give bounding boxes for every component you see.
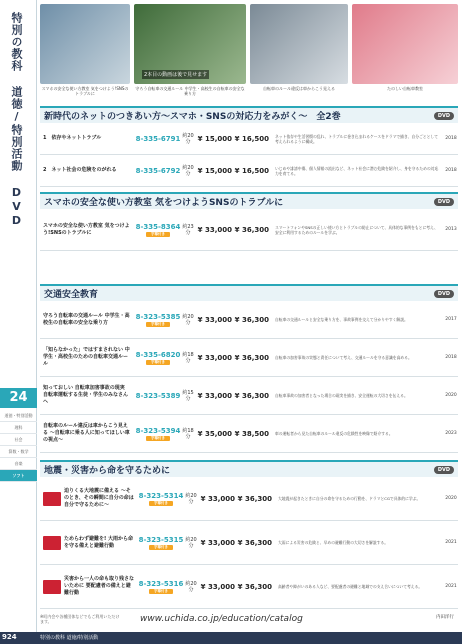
item-price: ¥ 33,000	[197, 315, 232, 324]
section-internet	[40, 106, 458, 187]
item-code[interactable]: 8-335-8364 字幕付き	[135, 222, 181, 236]
item-description: ネット依存や生活習慣の乱れ、トラブルに巻き込まれるケースをドラマで描き、自分ごととして考えられるように構成。	[275, 133, 438, 144]
item-title: 2 ネット社会の危険をのがれる	[43, 167, 117, 173]
table-row[interactable]	[40, 565, 458, 609]
item-year: 2018	[445, 168, 457, 173]
subtitle-tag: 字幕付き	[146, 360, 170, 365]
item-price-tax: ¥ 16,500	[234, 134, 269, 143]
item-price-tax: ¥ 36,300	[237, 582, 272, 591]
item-year: 2023	[445, 431, 457, 436]
dvd-badge: DVD	[434, 466, 454, 474]
photo-bike-class	[352, 4, 458, 84]
item-price-tax: ¥ 36,300	[234, 391, 269, 400]
item-description: 車の運転者から見た自転車のルール違反の危険性を映像で紹介する。	[275, 431, 393, 436]
item-code[interactable]: 8-323-5394 字幕付き	[135, 426, 181, 440]
item-minutes: 約20分	[182, 313, 194, 326]
item-title: ためらわず避難を! 大雨から命を守る備えと避難行動	[64, 535, 134, 549]
item-year: 2021	[445, 540, 457, 545]
section-title: 新時代のネットのつきあい方～スマホ・SNSの対応力をみがく～ 全2巻	[44, 112, 341, 122]
side-menu-item-active[interactable]: ソフト	[0, 470, 37, 482]
photo-overlay-text: 2本目の動画は後で見せます	[144, 72, 208, 78]
page-number: 924	[2, 633, 17, 641]
section-header	[40, 284, 458, 301]
side-menu	[0, 410, 37, 482]
table-row[interactable]	[40, 123, 458, 155]
vertical-title: 特別の教科 道徳/特別活動 DVD	[10, 12, 23, 228]
table-row[interactable]	[40, 377, 458, 415]
item-price-tax: ¥ 16,500	[234, 166, 269, 175]
item-year: 2020	[445, 496, 457, 501]
item-year: 2018	[445, 355, 457, 360]
item-minutes: 約20分	[182, 164, 194, 177]
item-title: 1 依存やネットトラブル	[43, 135, 102, 141]
dvd-thumbnail	[43, 580, 61, 594]
table-row[interactable]	[40, 209, 458, 251]
photo-caption: 守ろう自転車の交通ルール 中学生・高校生の自転車の安全な乗り方	[135, 86, 245, 96]
item-title: 守ろう自転車の交通ルール 中学生・高校生の自転車の安全な乗り方	[43, 312, 130, 326]
table-row[interactable]	[40, 301, 458, 339]
photo-strip	[40, 4, 458, 96]
item-price: ¥ 33,000	[200, 582, 235, 591]
item-price: ¥ 33,000	[200, 538, 235, 547]
item-code[interactable]: 8-323-5389	[135, 391, 181, 400]
section-smartphone	[40, 192, 458, 251]
dvd-thumbnail	[43, 492, 61, 506]
photo-caption: スマホの安全な使い方教室 気をつけよう!SNSのトラブルに	[41, 86, 129, 96]
item-minutes: 約20分	[185, 492, 197, 505]
section-header	[40, 106, 458, 123]
item-year: 2020	[445, 393, 457, 398]
dvd-badge: DVD	[434, 198, 454, 206]
table-row[interactable]	[40, 155, 458, 187]
item-year: 2018	[445, 136, 457, 141]
table-row[interactable]	[40, 521, 458, 565]
item-minutes: 約18分	[182, 351, 194, 364]
item-price: ¥ 33,000	[200, 494, 235, 503]
item-title: 災害から一人の命も取り残さないために 要配慮者の備えと避難行動	[64, 576, 135, 596]
item-minutes: 約20分	[185, 536, 197, 549]
item-price-tax: ¥ 38,500	[234, 429, 269, 438]
footer	[0, 612, 462, 644]
item-title: 「知らなかった」ではすまされない 中学生・高校生のための自転車交通ルール	[43, 347, 130, 367]
item-minutes: 約18分	[182, 427, 194, 440]
dvd-thumbnail	[43, 536, 61, 550]
item-minutes: 約15分	[182, 389, 194, 402]
dvd-badge: DVD	[434, 290, 454, 298]
item-price: ¥ 15,000	[197, 166, 232, 175]
subtitle-tag: 字幕付き	[149, 545, 173, 550]
item-year: 2017	[445, 317, 457, 322]
item-price: ¥ 15,000	[197, 134, 232, 143]
photo-smartphone-class	[40, 4, 130, 84]
item-price-tax: ¥ 36,300	[234, 353, 269, 362]
item-minutes: 約23分	[182, 223, 194, 236]
section-traffic	[40, 284, 458, 453]
item-description: スマートフォンやSNSの正しい使い方とトラブルの防止について、具体的な事例をもとに考え、安全に利用するためのルールを学ぶ。	[275, 224, 438, 235]
item-year: 2021	[445, 584, 457, 589]
item-minutes: 約20分	[185, 580, 197, 593]
section-title: 地震・災害から命を守るために	[44, 466, 171, 476]
footer-category: 特別の教科 道徳/特別活動	[40, 635, 99, 641]
item-title: 知っておしい 自転車加害事故の現実 自転車運転する生徒・学生のみなさんへ	[43, 385, 129, 405]
catalog-url[interactable]: www.uchida.co.jp/education/catalog	[140, 614, 303, 624]
section-header	[40, 460, 458, 477]
item-description: 自転車の交通ルールと安全な乗り方を、事故事例を交えて分かりやすく解説。	[275, 317, 408, 322]
item-price: ¥ 35,000	[197, 429, 232, 438]
side-menu-item[interactable]: 道徳・特別活動	[0, 410, 37, 422]
item-code[interactable]: 8-323-5314 字幕付き	[138, 491, 184, 505]
subtitle-tag: 字幕付き	[146, 322, 170, 327]
section-header	[40, 192, 458, 209]
item-price-tax: ¥ 36,300	[237, 494, 272, 503]
item-description: 高齢者や障がいのある人など、要配慮者の避難と地域での支え合いについて考える。	[278, 584, 423, 589]
subtitle-tag: 字幕付き	[146, 436, 170, 441]
company-logo: 内田洋行	[436, 615, 454, 620]
item-code[interactable]: 8-335-6792	[135, 166, 181, 175]
item-code[interactable]: 8-335-6820 字幕付き	[135, 350, 181, 364]
item-code[interactable]: 8-335-6791	[135, 134, 181, 143]
item-code[interactable]: 8-323-5385 字幕付き	[135, 312, 181, 326]
item-description: 大地震が起きたときに自分の命を守るための行動を、ドラマとCGで具体的に学ぶ。	[278, 496, 421, 501]
subtitle-tag: 字幕付き	[149, 589, 173, 594]
item-title: 自転車のルール違反は車からこう見える ～自転車に乗る人に知ってほしい車の視点～	[43, 423, 130, 443]
sidebar	[0, 0, 37, 644]
item-minutes: 約20分	[182, 132, 194, 145]
item-year: 2013	[445, 227, 457, 232]
item-title: スマホの安全な使い方教室 気をつけよう!SNSのトラブルに	[43, 222, 130, 236]
item-price: ¥ 33,000	[197, 225, 232, 234]
item-price: ¥ 33,000	[197, 391, 232, 400]
photo-bicycle	[134, 4, 246, 84]
item-description: いじめや誹謗中傷、個人情報の流出など、ネット社会に潜む危険を紹介し、身を守るための対応力を育てる。	[275, 165, 439, 176]
side-menu-item[interactable]: 音楽	[0, 458, 37, 470]
item-price-tax: ¥ 36,300	[234, 225, 269, 234]
side-menu-item[interactable]: 社会	[0, 434, 37, 446]
item-price-tax: ¥ 36,300	[234, 315, 269, 324]
item-price: ¥ 33,000	[197, 353, 232, 362]
subtitle-tag: 字幕付き	[146, 232, 170, 237]
item-price-tax: ¥ 36,300	[237, 538, 272, 547]
item-description: 自転車事故の加害者となった場合の現実を描き、安全運転の大切さを伝える。	[275, 393, 408, 398]
photo-caption: 自転車のルール違反は車からこう見える	[263, 86, 335, 91]
dvd-badge: DVD	[434, 112, 454, 120]
section-disaster	[40, 460, 458, 609]
item-code[interactable]: 8-323-5316 字幕付き	[138, 579, 184, 593]
subtitle-tag: 字幕付き	[149, 501, 173, 506]
table-row[interactable]	[40, 415, 458, 453]
footer-note: ※町内会や各種団体などでもご利用いただけます。	[40, 614, 120, 624]
item-description: 自転車の加害事故の実態と責任について考え、交通ルールを守る意識を高める。	[275, 355, 412, 360]
item-code[interactable]: 8-323-5315 字幕付き	[138, 535, 184, 549]
item-description: 大雨による災害の危険と、早めの避難行動の大切さを解説する。	[278, 540, 389, 545]
table-row[interactable]	[40, 339, 458, 377]
photo-car-view	[250, 4, 348, 84]
table-row[interactable]	[40, 477, 458, 521]
page-tab[interactable]: 24	[0, 388, 37, 408]
photo-caption: たのしい自転車教室	[387, 86, 423, 91]
item-title: 迫りくる大地震に備える ～そのとき、その瞬間に自分の命は自分で守るために～	[64, 488, 134, 508]
section-title: スマホの安全な使い方教室 気をつけようSNSのトラブルに	[44, 198, 284, 208]
side-menu-item[interactable]: 算数・数学	[0, 446, 37, 458]
side-menu-item[interactable]: 理科	[0, 422, 37, 434]
section-title: 交通安全教育	[44, 290, 99, 300]
